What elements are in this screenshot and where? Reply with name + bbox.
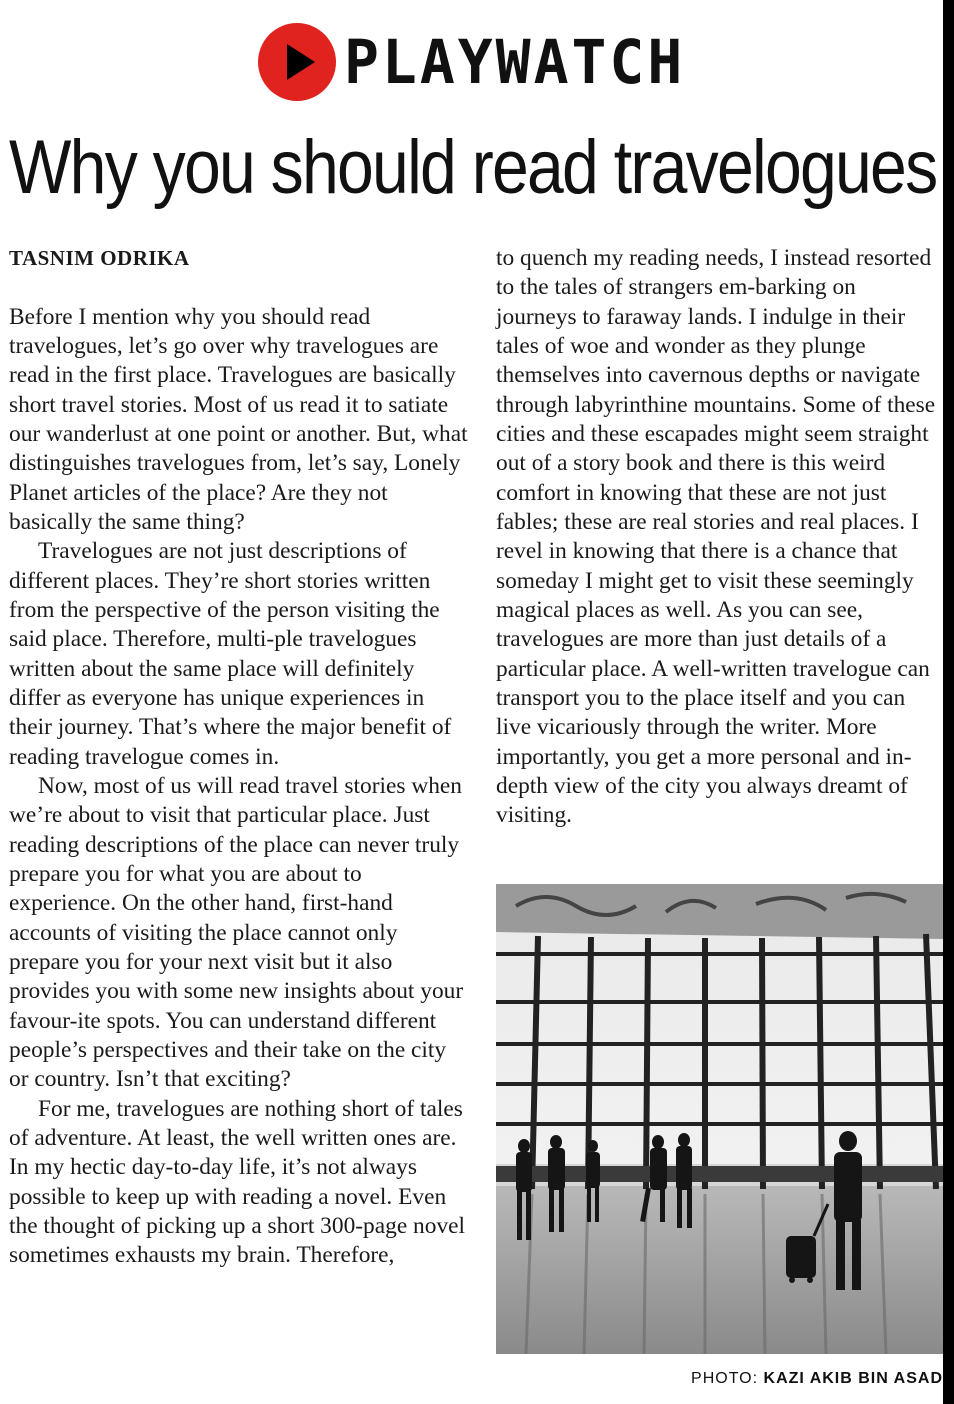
paragraph: to quench my reading needs, I instead resorted to the tales of strangers em-barking on journeys to faraway lands. I indulge in their tales of woe and wonder as they plunge themselves into cavernous depths or navigate through labyrinthine mountains. Some of these cities and these escapades might seem straight out of a story book and there is this weird comfort in knowing that these are not just fables; these are real stories and real places. I revel in knowing that there is a chance that someday I might get to visit these seemingly magical places as well. As you can see, travelogues are more than just details of a particular place. A well-written travelogue can transport you to the place itself and you can live vicariously through the writer. More importantly, you get a more personal and in-depth view of the city you always dreamt of visiting.	[496, 245, 936, 829]
paragraph: Before I mention why you should read travelogues, let’s go over why travelogues are read in the first place. Travelogues are basically short travel stories. Most of us read it to satiate our wanderlust at one point or another. But, what distinguishes travelogues from, let’s say, Lonely Planet articles of the place? Are they not basically the same thing?	[9, 303, 468, 535]
airport-terminal-photo	[496, 884, 943, 1354]
masthead	[258, 22, 685, 102]
paragraph: For me, travelogues are nothing short of tales of adventure. At least, the well written ones are. In my hectic day-to-day life, it’s not always possible to keep up with reading a novel. Even the thought of picking up a short 300-page novel sometimes exhausts my brain. Therefore,	[9, 1095, 466, 1269]
article-column-right	[496, 244, 942, 831]
byline: TASNIM ODRIKA	[9, 246, 190, 270]
paragraph: Now, most of us will read travel stories when we’re about to visit that particular place. Just reading descriptions of the place can never truly prepare you for what you are about to experience. On the other hand, first-hand accounts of visiting the place cannot only prepare you for your next visit but it also provides you with some new insights about your favour-ite spots. You can understand different people’s perspectives and their take on the city or country. Isn’t that exciting?	[9, 772, 464, 1093]
page-edge-bar	[943, 0, 954, 1404]
brand-title: PLAYWATCH	[344, 26, 686, 98]
article-column-left	[9, 244, 469, 1270]
paragraph: Travelogues are not just descriptions of different places. They’re short stories written from the perspective of the person visiting the said place. Therefore, multi-ple travelogues written about the same place will definitely differ as everyone has unique experiences in their journey. That’s where the major benefit of reading travelogue comes in.	[9, 538, 452, 770]
photo-credit-name: KAZI AKIB BIN ASAD	[763, 1370, 943, 1387]
photo-credit-label: PHOTO:	[691, 1370, 764, 1387]
play-icon	[258, 23, 336, 101]
photo-credit	[496, 1370, 943, 1388]
headline: Why you should read travelogues	[9, 125, 937, 210]
